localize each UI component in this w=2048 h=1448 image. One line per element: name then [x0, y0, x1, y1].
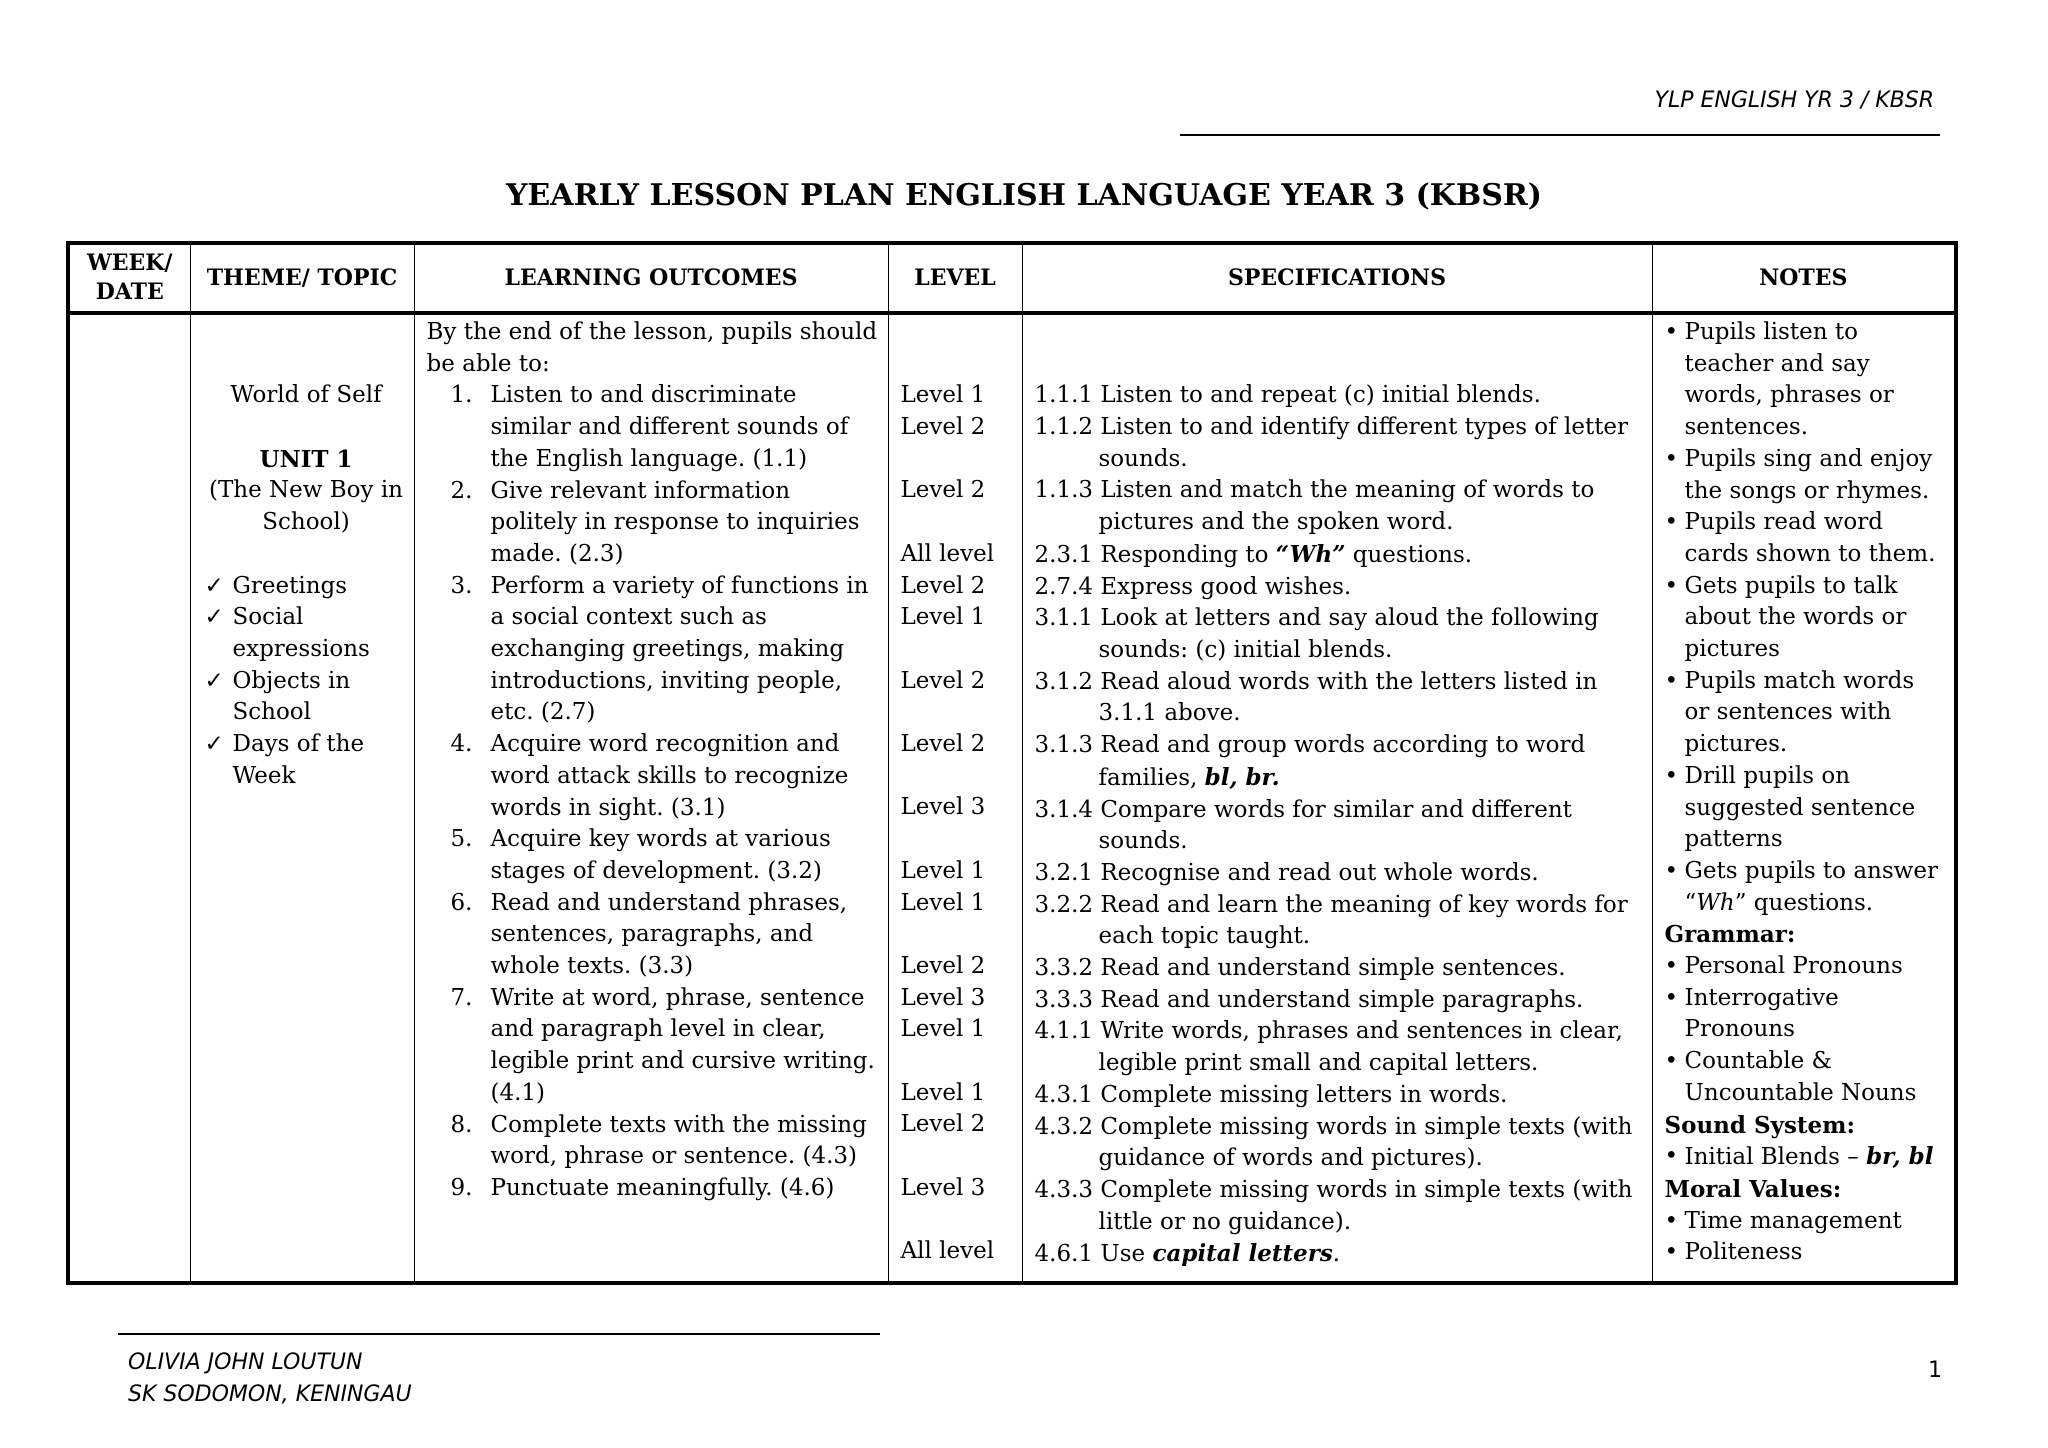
note-line: sentences. — [1684, 414, 1809, 441]
table-row — [68, 313, 1956, 1283]
header-text: YLP ENGLISH YR 3 / KBSR — [1654, 88, 1934, 113]
spec-4-3-3-cont: little or no guidance). — [1098, 1208, 1352, 1235]
spec-4-1-1: 4.1.1 Write words, phrases and sentences in clear, — [1034, 1018, 1623, 1045]
note-wh-word: Wh — [1696, 889, 1735, 916]
unit-topic-line1: (The New Boy in — [208, 477, 403, 504]
level-value: Level 1 — [900, 889, 986, 916]
note-line: suggested sentence — [1684, 794, 1916, 821]
level-value — [901, 317, 1021, 349]
note-text — [1685, 983, 1951, 1046]
spec-2-3-1-b: questions. — [1345, 541, 1473, 568]
specifications-cell — [1022, 313, 1652, 1283]
note-text — [1685, 1046, 1951, 1109]
outcome-text — [491, 888, 882, 983]
note-line: Countable & — [1684, 1048, 1833, 1075]
outcome-line: stages of development. (3.2) — [490, 857, 822, 884]
list-item — [1665, 1141, 1951, 1174]
outcome-number: 3. — [450, 572, 473, 599]
note-line: or sentences with — [1684, 699, 1892, 726]
list-item — [1665, 983, 1951, 1046]
note-text — [1685, 1237, 1951, 1269]
week-date-header — [68, 243, 190, 313]
outcome-line: made. (2.3) — [490, 540, 624, 567]
note-text — [1685, 571, 1951, 666]
level-value: Level 3 — [900, 794, 986, 821]
outcomes-list — [427, 380, 882, 1204]
header-rule — [1180, 134, 1940, 136]
outcome-line: sentences, paragraphs, and — [490, 921, 814, 948]
list-item — [427, 1110, 882, 1173]
note-line: Drill pupils on — [1684, 762, 1851, 789]
outcome-line: Perform a variety of functions in — [490, 572, 869, 599]
note-line: Time management — [1684, 1207, 1902, 1234]
level-value: Level 2 — [900, 1111, 986, 1138]
level-value — [901, 824, 1021, 856]
spec-4-6-1-a: 4.6.1 Use — [1034, 1241, 1153, 1268]
note-line: Politeness — [1684, 1239, 1803, 1266]
note-line: the songs or rhymes. — [1684, 477, 1930, 504]
theme-cell — [190, 313, 414, 1283]
bullet-icon: • — [1664, 319, 1679, 345]
spec-1-1-2: 1.1.2 Listen to and identify different types of letter — [1034, 414, 1629, 441]
level-value — [901, 761, 1021, 793]
note-line: Personal Pronouns — [1684, 953, 1903, 980]
spec-3-3-3: 3.3.3 Read and understand simple paragraphs. — [1034, 986, 1584, 1013]
table-header-row — [68, 243, 1956, 313]
note-line: Interrogative — [1684, 984, 1839, 1011]
level-header: LEVEL — [888, 243, 1022, 313]
list-item — [1665, 1046, 1951, 1109]
outcome-text — [491, 476, 882, 571]
topic-item — [205, 761, 408, 793]
bullet-icon: • — [1664, 667, 1679, 694]
spec-4-6-1 — [1035, 1238, 1648, 1271]
list-item — [1665, 856, 1951, 919]
note-line: Gets pupils to talk — [1684, 572, 1898, 599]
spec-1-1-3-cont: pictures and the spoken word. — [1098, 509, 1454, 536]
note-line: words, phrases or — [1684, 382, 1894, 409]
list-item — [427, 824, 882, 887]
spec-3-2-1: 3.2.1 Recognise and read out whole words. — [1034, 859, 1539, 886]
spec-3-3-2: 3.3.2 Read and understand simple sentences. — [1034, 955, 1566, 982]
notes-cell — [1652, 313, 1956, 1283]
outcome-line: similar and different sounds of — [490, 414, 849, 441]
level-value — [901, 1141, 1021, 1173]
week-header-line2: DATE — [95, 279, 164, 305]
spec-1-1-3: 1.1.3 Listen and match the meaning of words to — [1034, 477, 1595, 504]
level-value — [901, 634, 1021, 666]
outcomes-intro-line1: By the end of the lesson, pupils should — [426, 319, 878, 345]
topic-item-text: Objects in — [232, 667, 351, 694]
topic-item — [205, 697, 408, 729]
spec-4-3-1: 4.3.1 Complete missing letters in words. — [1034, 1081, 1508, 1108]
list-item — [1665, 444, 1951, 507]
bullet-icon: • — [1664, 953, 1679, 980]
level-value: Level 2 — [900, 952, 986, 979]
outcome-line: word attack skills to recognize — [490, 762, 849, 789]
spec-3-1-1-cont: sounds: (c) initial blends. — [1098, 637, 1393, 663]
specifications-header: SPECIFICATIONS — [1022, 243, 1652, 313]
level-value: Level 1 — [900, 1016, 986, 1043]
note-line: pictures — [1684, 636, 1780, 663]
level-value: Level 1 — [900, 857, 986, 884]
level-value: Level 1 — [900, 604, 986, 631]
spec-4-1-1-cont: legible print small and capital letters. — [1098, 1050, 1539, 1077]
level-value — [901, 349, 1021, 381]
list-item — [427, 983, 882, 1110]
level-value — [901, 507, 1021, 539]
spec-2-3-1 — [1035, 539, 1648, 572]
outcome-line: Give relevant information — [490, 477, 791, 504]
spec-3-1-3-b: families, — [1098, 764, 1205, 791]
outcome-number: 8. — [450, 1111, 473, 1138]
check-icon: ✓ — [204, 604, 224, 631]
outcome-line: Write at word, phrase, sentence — [490, 984, 865, 1011]
footer-rule — [118, 1333, 880, 1335]
topic-item — [205, 729, 408, 761]
bullet-icon: • — [1664, 1239, 1679, 1266]
theme-topic-header: THEME/ TOPIC — [190, 243, 414, 313]
note-line: Pupils listen to — [1684, 319, 1858, 345]
outcome-line: Punctuate meaningfully. (4.6) — [490, 1174, 835, 1201]
outcome-line: (4.1) — [490, 1079, 546, 1106]
list-item — [427, 1173, 882, 1205]
outcome-line: politely in response to inquiries — [490, 509, 860, 536]
sound-item-blends: br, bl — [1866, 1143, 1934, 1171]
spec-4-3-3: 4.3.3 Complete missing words in simple texts (with — [1034, 1176, 1633, 1203]
check-icon: ✓ — [204, 731, 224, 758]
list-item — [1665, 1206, 1951, 1238]
outcome-number: 9. — [450, 1174, 473, 1201]
outcome-text — [491, 1173, 882, 1205]
note-text — [1685, 507, 1951, 570]
outcome-line: words in sight. (3.1) — [490, 794, 726, 821]
level-cell — [888, 313, 1022, 1283]
spec-2-3-1-wh: “Wh” — [1275, 540, 1346, 568]
topic-item — [205, 602, 408, 634]
list-item — [1665, 571, 1951, 666]
bullet-icon: • — [1664, 445, 1679, 472]
level-value: Level 2 — [900, 477, 986, 504]
note-line: teacher and say — [1684, 350, 1870, 377]
level-value: Level 3 — [900, 984, 986, 1011]
note-line: cards shown to them. — [1684, 540, 1936, 567]
moral-values-list — [1665, 1206, 1951, 1269]
list-item — [427, 380, 882, 475]
moral-values-heading: Moral Values: — [1664, 1175, 1842, 1203]
spec-3-2-2-cont: each topic taught. — [1098, 923, 1311, 950]
note-line: pictures. — [1684, 731, 1788, 758]
spec-4-6-1-dot: . — [1332, 1241, 1341, 1268]
lesson-plan-table — [66, 241, 1958, 1285]
level-value: Level 2 — [900, 414, 986, 441]
outcome-text — [491, 571, 882, 730]
week-date-cell — [68, 313, 190, 1283]
note-line: Pronouns — [1684, 1016, 1795, 1043]
outcome-text — [491, 380, 882, 475]
note-line: about the words or — [1684, 604, 1907, 631]
notes-header: NOTES — [1652, 243, 1956, 313]
spec-3-1-4: 3.1.4 Compare words for similar and different — [1034, 796, 1572, 823]
level-value: Level 1 — [900, 382, 986, 409]
note-line: Pupils read word — [1684, 509, 1883, 536]
page-number: 1 — [1928, 1358, 1942, 1383]
outcome-line: Acquire key words at various — [490, 826, 831, 853]
outcome-line: etc. (2.7) — [490, 699, 596, 726]
spec-3-2-2: 3.2.2 Read and learn the meaning of key words for — [1034, 891, 1628, 918]
spec-3-1-4-cont: sounds. — [1098, 828, 1188, 855]
outcome-text — [491, 824, 882, 887]
grammar-list — [1665, 951, 1951, 1110]
list-item — [427, 476, 882, 571]
note-wh-line2 — [1685, 888, 1951, 920]
list-item — [427, 729, 882, 824]
outcome-line: and paragraph level in clear, — [490, 1016, 826, 1043]
outcome-number: 4. — [450, 731, 473, 758]
check-icon: ✓ — [204, 667, 224, 694]
note-text — [1685, 444, 1951, 507]
notes-activities-list — [1665, 317, 1951, 856]
topic-item-text: Week — [232, 762, 296, 789]
note-text — [1685, 666, 1951, 761]
outcome-number: 7. — [450, 984, 473, 1011]
bullet-icon: • — [1664, 762, 1679, 789]
list-item — [427, 571, 882, 730]
bullet-icon: • — [1664, 509, 1679, 536]
note-line: Uncountable Nouns — [1684, 1079, 1917, 1106]
outcome-line: introductions, inviting people, — [490, 667, 843, 694]
level-value — [901, 697, 1021, 729]
spec-2-7-4: 2.7.4 Express good wishes. — [1034, 573, 1352, 600]
learning-outcomes-header: LEARNING OUTCOMES — [414, 243, 888, 313]
outcome-number: 1. — [450, 382, 473, 409]
check-icon — [205, 634, 233, 666]
grammar-heading: Grammar: — [1664, 921, 1796, 949]
note-wh-quote-open: “ — [1684, 889, 1697, 916]
footer-author: OLIVIA JOHN LOUTUN — [128, 1350, 363, 1375]
level-value: Level 3 — [900, 1174, 986, 1201]
topic-item-text: expressions — [232, 635, 370, 662]
spec-3-1-3-cont — [1035, 762, 1648, 795]
outcome-line: the English language. (1.1) — [490, 445, 808, 472]
note-text — [1685, 317, 1951, 444]
note-wh-rest: ” questions. — [1734, 889, 1874, 916]
outcome-number: 5. — [450, 826, 473, 853]
outcome-line: Listen to and discriminate — [490, 382, 797, 409]
check-icon — [205, 697, 233, 729]
note-line: Pupils match words — [1684, 667, 1915, 694]
outcome-line: word, phrase or sentence. (4.3) — [490, 1143, 858, 1170]
level-list — [901, 317, 1021, 1268]
spec-3-1-3: 3.1.3 Read and group words according to word — [1034, 732, 1586, 759]
check-icon: ✓ — [204, 572, 224, 599]
level-value: Level 2 — [900, 572, 986, 599]
spec-1-1-1: 1.1.1 Listen to and repeat (c) initial blends. — [1034, 382, 1541, 409]
list-item — [1665, 507, 1951, 570]
spec-3-1-1: 3.1.1 Look at letters and say aloud the following — [1034, 605, 1599, 632]
spec-3-1-3-blends: bl, br. — [1204, 763, 1280, 791]
check-icon — [205, 761, 233, 793]
topic-item-text: School — [232, 699, 312, 726]
outcome-line: Acquire word recognition and — [490, 731, 840, 758]
sound-item — [1685, 1141, 1934, 1174]
note-text — [1685, 1206, 1951, 1238]
topic-item — [205, 634, 408, 666]
note-line: Pupils sing and enjoy — [1684, 445, 1933, 472]
topic-item-text: Social — [232, 604, 304, 631]
unit-label: UNIT 1 — [259, 445, 353, 473]
topic-item-text: Greetings — [232, 572, 348, 599]
outcome-line: a social context such as — [490, 604, 767, 631]
topic-item — [205, 666, 408, 698]
spec-2-3-1-a: 2.3.1 Responding to — [1034, 541, 1276, 568]
outcome-text — [491, 1110, 882, 1173]
list-item — [1665, 666, 1951, 761]
bullet-icon: • — [1664, 1143, 1679, 1170]
unit-topic-line2: School) — [262, 509, 350, 536]
sound-item-a: Initial Blends – — [1684, 1144, 1867, 1171]
spec-4-6-1-caps: capital letters — [1152, 1240, 1333, 1268]
outcome-number: 2. — [450, 477, 473, 504]
spec-1-1-2-cont: sounds. — [1098, 445, 1188, 472]
level-value: Level 1 — [900, 1079, 986, 1106]
level-value: All level — [900, 1238, 995, 1265]
spec-3-1-2-cont: 3.1.1 above. — [1098, 700, 1241, 727]
outcome-text — [491, 729, 882, 824]
learning-outcomes-cell — [414, 313, 888, 1283]
spec-4-3-2-cont: guidance of words and pictures). — [1098, 1145, 1483, 1172]
note-wh-line1: Gets pupils to answer — [1684, 857, 1938, 884]
level-value — [901, 1205, 1021, 1237]
list-item — [427, 888, 882, 983]
note-text — [1685, 951, 1951, 983]
topic-list — [205, 571, 408, 793]
level-value — [901, 919, 1021, 951]
level-value: All level — [900, 540, 995, 567]
bullet-icon: • — [1664, 857, 1679, 884]
list-item — [1665, 951, 1951, 983]
list-item — [1665, 1237, 1951, 1269]
note-line: patterns — [1684, 826, 1783, 853]
bullet-icon: • — [1664, 1207, 1679, 1234]
theme-world: World of Self — [230, 382, 382, 409]
outcome-line: Complete texts with the missing — [490, 1111, 867, 1138]
level-value: Level 2 — [900, 667, 986, 694]
document-title: YEARLY LESSON PLAN ENGLISH LANGUAGE YEAR 3 (KBSR) — [506, 178, 1542, 213]
spec-4-3-2: 4.3.2 Complete missing words in simple texts (with — [1034, 1113, 1633, 1140]
level-value — [901, 1046, 1021, 1078]
spec-3-1-2: 3.1.2 Read aloud words with the letters listed in — [1034, 668, 1598, 695]
topic-item-text: Days of the — [232, 731, 365, 758]
level-value: Level 2 — [900, 731, 986, 758]
bullet-icon: • — [1664, 984, 1679, 1011]
week-header-line1: WEEK/ — [87, 250, 173, 276]
level-value — [901, 444, 1021, 476]
outcome-line: whole texts. (3.3) — [490, 953, 694, 980]
bullet-icon: • — [1664, 572, 1679, 599]
sound-system-heading: Sound System: — [1664, 1111, 1855, 1139]
list-item — [1665, 761, 1951, 856]
topic-item — [205, 571, 408, 603]
bullet-icon: • — [1664, 1048, 1679, 1075]
outcome-line: exchanging greetings, making — [490, 636, 845, 663]
outcome-text — [491, 983, 882, 1110]
outcomes-intro-line2: be able to: — [426, 350, 550, 377]
note-text — [1685, 761, 1951, 856]
footer-school: SK SODOMON, KENINGAU — [128, 1382, 412, 1407]
outcome-line: Read and understand phrases, — [490, 889, 848, 916]
outcome-number: 6. — [450, 889, 473, 916]
outcome-line: legible print and cursive writing. — [490, 1048, 875, 1075]
list-item — [1665, 317, 1951, 444]
